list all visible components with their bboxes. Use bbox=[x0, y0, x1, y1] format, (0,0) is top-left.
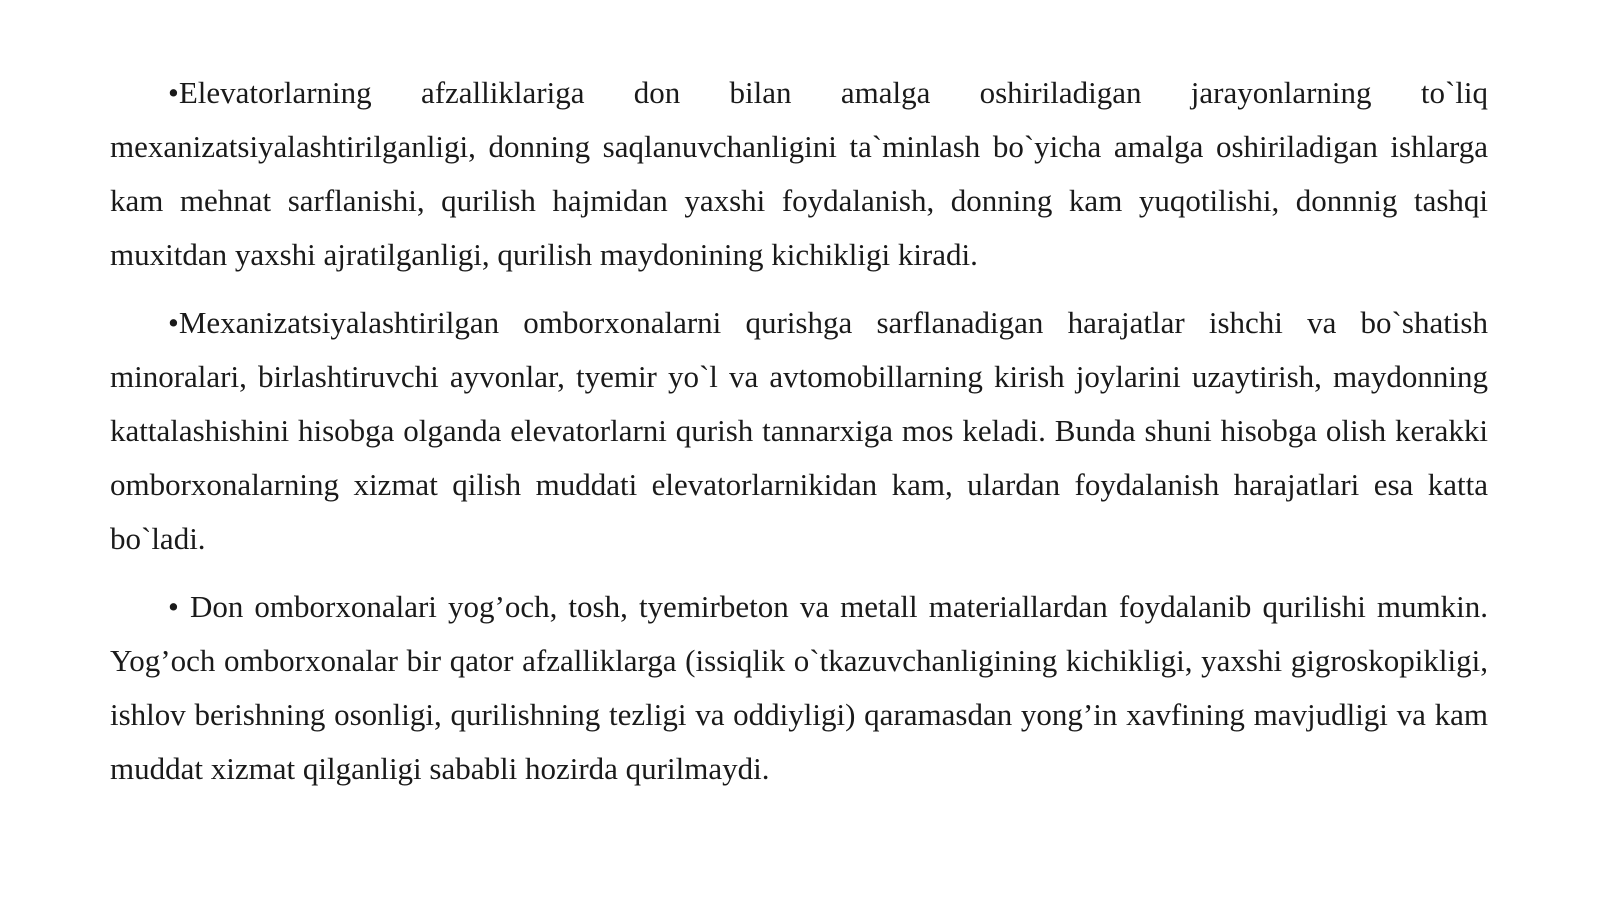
paragraph-elevator-advantages: •Elevatorlarning afzalliklariga don bilan amalga oshiriladigan jarayonlarning to`liq mexanizatsiyalashtirilganligi, donning saqlanuvchanligini ta`minlash bo`yicha amalga oshiriladigan ishlarga kam mehnat sarflanishi, qurilish hajmidan yaxshi foydalanish, donning kam yuqotilishi, donnnig tashqi muxitdan yaxshi ajratilganligi, qurilish maydonining kichikligi kiradi. bbox=[110, 75, 1488, 272]
paragraph-warehouse-materials: • Don omborxonalari yog’och, tosh, tyemirbeton va metall materiallardan foydalanib qurilishi mumkin. Yog’och omborxonalar bir qator afzalliklarga (issiqlik o`tkazuvchanligining kichikligi, yaxshi gigroskopikligi, ishlov berishning osonligi, qurilishning tezligi va oddiyligi) qaramasdan yong’in xavfining mavjudligi va kam muddat xizmat qilganligi sababli hozirda qurilmaydi. bbox=[110, 589, 1488, 786]
text-body bbox=[110, 66, 1488, 810]
paragraph-warehouse-costs: •Mexanizatsiyalashtirilgan omborxonalarni qurishga sarflanadigan harajatlar ishchi va bo`shatish minoralari, birlashtiruvchi ayvonlar, tyemir yo`l va avtomobillarning kirish joylarini uzaytirish, maydonning kattalashishini hisobga olganda elevatorlarni qurish tannarxiga mos keladi. Bunda shuni hisobga olish kerakki omborxonalarning xizmat qilish muddati elevatorlarnikidan kam, ulardan foydalanish harajatlari esa katta bo`ladi. bbox=[110, 305, 1488, 556]
